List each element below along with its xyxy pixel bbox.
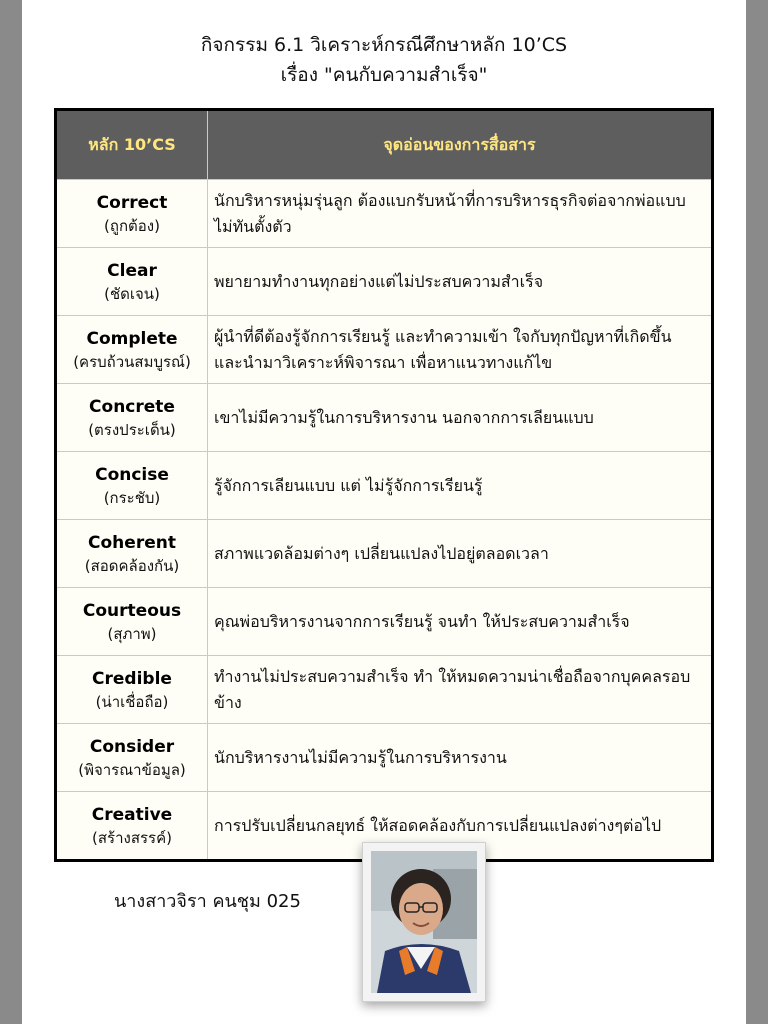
story-title: เรื่อง "คนกับความสำเร็จ" <box>280 64 488 86</box>
header-principle: หลัก 10’CS <box>56 110 208 180</box>
portrait-image <box>371 851 477 993</box>
table-row <box>56 656 713 724</box>
principle-thai: (พิจารณาข้อมูล) <box>78 760 186 779</box>
principle-name: Credible <box>92 668 172 689</box>
principle-cell <box>56 656 208 724</box>
principle-name: Creative <box>91 804 173 825</box>
principle-cell <box>56 180 208 248</box>
document-page <box>22 0 746 1024</box>
principle-cell <box>56 588 208 656</box>
principle-cell <box>56 520 208 588</box>
table-row <box>56 520 713 588</box>
weakness-cell: การปรับเปลี่ยนกลยุทธ์ ให้สอดคล้องกับการเปลี่ยนแปลงต่างๆต่อไป <box>208 792 713 861</box>
principle-cell <box>56 248 208 316</box>
table-row <box>56 316 713 384</box>
table-row <box>56 180 713 248</box>
principle-thai: (ชัดเจน) <box>104 284 160 303</box>
weakness-cell: ทำงานไม่ประสบความสำเร็จ ทำ ให้หมดความน่าเชื่อถือจากบุคคลรอบข้าง <box>208 656 713 724</box>
activity-title: กิจกรรม 6.1 วิเคราะห์กรณีศึกษาหลัก 10’CS <box>200 34 568 56</box>
table-row <box>56 248 713 316</box>
principle-thai: (ถูกต้อง) <box>104 216 160 235</box>
principle-thai: (สอดคล้องกัน) <box>84 556 180 575</box>
table-row <box>56 588 713 656</box>
weakness-cell: นักบริหารหนุ่มรุ่นลูก ต้องแบกรับหน้าที่การบริหารธุรกิจต่อจากพ่อแบบไม่ทันตั้งตัว <box>208 180 713 248</box>
principle-thai: (ตรงประเด็น) <box>88 420 176 439</box>
principle-thai: (สร้างสรรค์) <box>92 828 172 847</box>
principle-thai: (สุภาพ) <box>107 624 157 643</box>
table-row <box>56 724 713 792</box>
table-row <box>56 384 713 452</box>
weakness-cell: สภาพแวดล้อมต่างๆ เปลี่ยนแปลงไปอยู่ตลอดเวลา <box>208 520 713 588</box>
principle-name: Clear <box>107 260 157 281</box>
weakness-cell: นักบริหารงานไม่มีความรู้ในการบริหารงาน <box>208 724 713 792</box>
principle-name: Correct <box>96 192 168 213</box>
weakness-cell: คุณพ่อบริหารงานจากการเรียนรู้ จนทำ ให้ประสบความสำเร็จ <box>208 588 713 656</box>
principle-name: Concise <box>95 464 169 485</box>
principle-cell <box>56 792 208 861</box>
weakness-cell: ผู้นำที่ดีต้องรู้จักการเรียนรู้ และทำความเข้า ใจกับทุกปัญหาที่เกิดขึ้น และนำมาวิเคราะห์พิจารณา เพื่อหาแนวทางแก้ไข <box>208 316 713 384</box>
table-row <box>56 452 713 520</box>
weakness-cell: เขาไม่มีความรู้ในการบริหารงาน นอกจากการเลียนแบบ <box>208 384 713 452</box>
author-name: นางสาวจิรา คนชุม 025 <box>114 891 301 912</box>
analysis-table <box>54 108 714 862</box>
principle-name: Concrete <box>89 396 175 417</box>
principle-name: Coherent <box>88 532 176 553</box>
principle-name: Courteous <box>82 600 182 621</box>
principle-cell <box>56 384 208 452</box>
weakness-cell: พยายามทำงานทุกอย่างแต่ไม่ประสบความสำเร็จ <box>208 248 713 316</box>
author-photo <box>362 842 486 1002</box>
principle-cell <box>56 724 208 792</box>
principle-name: Consider <box>89 736 175 757</box>
principle-cell <box>56 452 208 520</box>
principle-thai: (น่าเชื่อถือ) <box>95 692 169 711</box>
header-weakness: จุดอ่อนของการสื่อสาร <box>208 110 713 180</box>
principle-name: Complete <box>86 328 178 349</box>
table-header-row <box>56 110 713 180</box>
principle-thai: (ครบถ้วนสมบูรณ์) <box>73 352 191 371</box>
weakness-cell: รู้จักการเลียนแบบ แต่ ไม่รู้จักการเรียนรู้ <box>208 452 713 520</box>
principle-cell <box>56 316 208 384</box>
principle-thai: (กระชับ) <box>103 488 161 507</box>
